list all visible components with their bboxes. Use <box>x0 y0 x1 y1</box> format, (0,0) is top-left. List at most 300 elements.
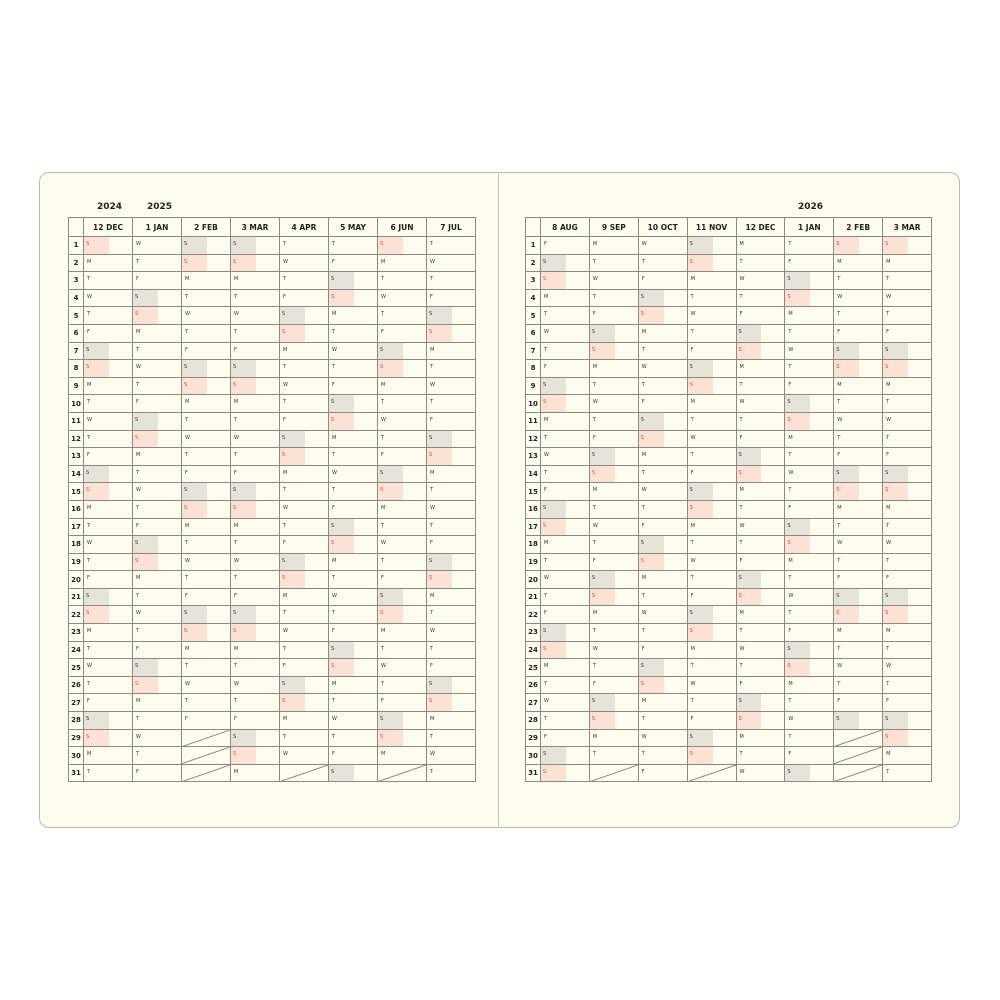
day-cell[interactable] <box>329 395 378 413</box>
day-cell[interactable] <box>378 694 427 712</box>
day-cell[interactable] <box>736 659 785 677</box>
day-cell[interactable] <box>589 307 638 325</box>
day-cell[interactable] <box>541 395 590 413</box>
day-cell[interactable] <box>329 307 378 325</box>
day-cell[interactable] <box>736 624 785 642</box>
day-cell[interactable] <box>280 518 329 536</box>
day-cell[interactable] <box>182 606 231 624</box>
day-cell[interactable] <box>638 377 687 395</box>
day-cell[interactable] <box>785 729 834 747</box>
day-cell[interactable] <box>883 764 932 782</box>
day-cell[interactable] <box>133 289 182 307</box>
day-cell[interactable] <box>541 676 590 694</box>
day-cell[interactable] <box>883 272 932 290</box>
day-cell[interactable] <box>785 518 834 536</box>
day-cell[interactable] <box>231 624 280 642</box>
day-cell[interactable] <box>541 430 590 448</box>
day-cell[interactable] <box>834 448 883 466</box>
day-cell[interactable] <box>736 764 785 782</box>
day-cell[interactable] <box>280 254 329 272</box>
day-cell[interactable] <box>785 676 834 694</box>
day-cell[interactable] <box>427 553 476 571</box>
day-cell[interactable] <box>638 659 687 677</box>
day-cell[interactable] <box>834 289 883 307</box>
day-cell[interactable] <box>280 289 329 307</box>
day-cell[interactable] <box>427 377 476 395</box>
day-cell[interactable] <box>638 536 687 554</box>
day-cell[interactable] <box>589 518 638 536</box>
day-cell[interactable] <box>133 500 182 518</box>
day-cell[interactable] <box>541 289 590 307</box>
day-cell[interactable] <box>231 448 280 466</box>
day-cell[interactable] <box>883 518 932 536</box>
day-cell[interactable] <box>280 430 329 448</box>
day-cell[interactable] <box>736 237 785 255</box>
day-cell[interactable] <box>133 307 182 325</box>
day-cell[interactable] <box>736 377 785 395</box>
day-cell[interactable] <box>883 412 932 430</box>
day-cell[interactable] <box>427 483 476 501</box>
day-cell[interactable] <box>541 412 590 430</box>
day-cell[interactable] <box>329 412 378 430</box>
day-cell[interactable] <box>378 536 427 554</box>
day-cell[interactable] <box>785 272 834 290</box>
day-cell[interactable] <box>785 606 834 624</box>
day-cell[interactable] <box>687 254 736 272</box>
day-cell[interactable] <box>638 289 687 307</box>
day-cell[interactable] <box>785 412 834 430</box>
day-cell[interactable] <box>427 237 476 255</box>
day-cell[interactable] <box>329 483 378 501</box>
day-cell[interactable] <box>182 324 231 342</box>
day-cell[interactable] <box>834 553 883 571</box>
day-cell[interactable] <box>133 412 182 430</box>
day-cell[interactable] <box>785 694 834 712</box>
day-cell[interactable] <box>638 430 687 448</box>
day-cell[interactable] <box>883 729 932 747</box>
day-cell[interactable] <box>378 712 427 730</box>
day-cell[interactable] <box>785 659 834 677</box>
day-cell[interactable] <box>133 712 182 730</box>
day-cell[interactable] <box>329 571 378 589</box>
day-cell[interactable] <box>541 659 590 677</box>
day-cell[interactable] <box>638 465 687 483</box>
day-cell[interactable] <box>329 764 378 782</box>
day-cell[interactable] <box>84 412 133 430</box>
day-cell[interactable] <box>638 518 687 536</box>
day-cell[interactable] <box>231 747 280 765</box>
day-cell[interactable] <box>84 676 133 694</box>
day-cell[interactable] <box>378 254 427 272</box>
day-cell[interactable] <box>280 448 329 466</box>
day-cell[interactable] <box>84 659 133 677</box>
day-cell[interactable] <box>736 641 785 659</box>
day-cell[interactable] <box>638 342 687 360</box>
day-cell[interactable] <box>427 272 476 290</box>
day-cell[interactable] <box>687 518 736 536</box>
day-cell[interactable] <box>834 237 883 255</box>
day-cell[interactable] <box>883 694 932 712</box>
day-cell[interactable] <box>280 342 329 360</box>
day-cell[interactable] <box>280 377 329 395</box>
day-cell[interactable] <box>133 324 182 342</box>
day-cell[interactable] <box>133 536 182 554</box>
day-cell[interactable] <box>785 448 834 466</box>
day-cell[interactable] <box>280 659 329 677</box>
day-cell[interactable] <box>427 465 476 483</box>
day-cell[interactable] <box>133 430 182 448</box>
day-cell[interactable] <box>182 465 231 483</box>
day-cell[interactable] <box>638 254 687 272</box>
day-cell[interactable] <box>638 412 687 430</box>
day-cell[interactable] <box>84 712 133 730</box>
day-cell[interactable] <box>84 764 133 782</box>
day-cell[interactable] <box>329 272 378 290</box>
day-cell[interactable] <box>883 289 932 307</box>
day-cell[interactable] <box>589 536 638 554</box>
day-cell[interactable] <box>638 641 687 659</box>
day-cell[interactable] <box>280 412 329 430</box>
day-cell[interactable] <box>541 342 590 360</box>
day-cell[interactable] <box>280 324 329 342</box>
day-cell[interactable] <box>589 588 638 606</box>
day-cell[interactable] <box>427 571 476 589</box>
day-cell[interactable] <box>834 307 883 325</box>
day-cell[interactable] <box>133 360 182 378</box>
day-cell[interactable] <box>736 606 785 624</box>
day-cell[interactable] <box>687 659 736 677</box>
day-cell[interactable] <box>883 342 932 360</box>
day-cell[interactable] <box>736 500 785 518</box>
day-cell[interactable] <box>329 254 378 272</box>
day-cell[interactable] <box>834 430 883 448</box>
day-cell[interactable] <box>736 324 785 342</box>
day-cell[interactable] <box>541 254 590 272</box>
day-cell[interactable] <box>736 272 785 290</box>
day-cell[interactable] <box>589 571 638 589</box>
day-cell[interactable] <box>280 500 329 518</box>
day-cell[interactable] <box>84 536 133 554</box>
day-cell[interactable] <box>541 764 590 782</box>
day-cell[interactable] <box>378 289 427 307</box>
day-cell[interactable] <box>736 412 785 430</box>
day-cell[interactable] <box>378 430 427 448</box>
day-cell[interactable] <box>133 624 182 642</box>
day-cell[interactable] <box>133 254 182 272</box>
day-cell[interactable] <box>329 448 378 466</box>
day-cell[interactable] <box>785 289 834 307</box>
day-cell[interactable] <box>883 237 932 255</box>
day-cell[interactable] <box>427 254 476 272</box>
day-cell[interactable] <box>280 624 329 642</box>
day-cell[interactable] <box>329 500 378 518</box>
day-cell[interactable] <box>638 500 687 518</box>
day-cell[interactable] <box>883 448 932 466</box>
day-cell[interactable] <box>133 641 182 659</box>
day-cell[interactable] <box>687 430 736 448</box>
day-cell[interactable] <box>182 377 231 395</box>
day-cell[interactable] <box>736 254 785 272</box>
day-cell[interactable] <box>883 500 932 518</box>
day-cell[interactable] <box>84 606 133 624</box>
day-cell[interactable] <box>182 659 231 677</box>
day-cell[interactable] <box>182 553 231 571</box>
day-cell[interactable] <box>883 536 932 554</box>
day-cell[interactable] <box>736 483 785 501</box>
day-cell[interactable] <box>541 571 590 589</box>
day-cell[interactable] <box>834 360 883 378</box>
day-cell[interactable] <box>883 624 932 642</box>
day-cell[interactable] <box>231 729 280 747</box>
day-cell[interactable] <box>687 641 736 659</box>
day-cell[interactable] <box>736 518 785 536</box>
day-cell[interactable] <box>231 360 280 378</box>
day-cell[interactable] <box>638 764 687 782</box>
day-cell[interactable] <box>84 395 133 413</box>
day-cell[interactable] <box>736 430 785 448</box>
day-cell[interactable] <box>589 342 638 360</box>
day-cell[interactable] <box>378 237 427 255</box>
day-cell[interactable] <box>589 237 638 255</box>
day-cell[interactable] <box>834 536 883 554</box>
day-cell[interactable] <box>834 483 883 501</box>
day-cell[interactable] <box>84 430 133 448</box>
day-cell[interactable] <box>541 518 590 536</box>
day-cell[interactable] <box>427 307 476 325</box>
day-cell[interactable] <box>231 254 280 272</box>
day-cell[interactable] <box>231 553 280 571</box>
day-cell[interactable] <box>231 764 280 782</box>
day-cell[interactable] <box>84 500 133 518</box>
day-cell[interactable] <box>687 360 736 378</box>
day-cell[interactable] <box>687 289 736 307</box>
day-cell[interactable] <box>834 465 883 483</box>
day-cell[interactable] <box>589 324 638 342</box>
day-cell[interactable] <box>883 254 932 272</box>
day-cell[interactable] <box>427 712 476 730</box>
day-cell[interactable] <box>834 395 883 413</box>
day-cell[interactable] <box>231 571 280 589</box>
day-cell[interactable] <box>427 430 476 448</box>
day-cell[interactable] <box>785 483 834 501</box>
day-cell[interactable] <box>785 430 834 448</box>
day-cell[interactable] <box>329 289 378 307</box>
day-cell[interactable] <box>687 500 736 518</box>
day-cell[interactable] <box>84 483 133 501</box>
day-cell[interactable] <box>883 465 932 483</box>
day-cell[interactable] <box>329 588 378 606</box>
day-cell[interactable] <box>182 571 231 589</box>
day-cell[interactable] <box>280 606 329 624</box>
day-cell[interactable] <box>378 659 427 677</box>
day-cell[interactable] <box>834 641 883 659</box>
day-cell[interactable] <box>785 747 834 765</box>
day-cell[interactable] <box>883 430 932 448</box>
day-cell[interactable] <box>687 465 736 483</box>
day-cell[interactable] <box>687 412 736 430</box>
day-cell[interactable] <box>231 536 280 554</box>
day-cell[interactable] <box>834 571 883 589</box>
day-cell[interactable] <box>589 553 638 571</box>
day-cell[interactable] <box>182 342 231 360</box>
day-cell[interactable] <box>231 465 280 483</box>
day-cell[interactable] <box>231 483 280 501</box>
day-cell[interactable] <box>589 430 638 448</box>
day-cell[interactable] <box>280 588 329 606</box>
day-cell[interactable] <box>736 553 785 571</box>
day-cell[interactable] <box>182 676 231 694</box>
day-cell[interactable] <box>329 606 378 624</box>
day-cell[interactable] <box>133 747 182 765</box>
day-cell[interactable] <box>84 272 133 290</box>
day-cell[interactable] <box>883 747 932 765</box>
day-cell[interactable] <box>427 289 476 307</box>
day-cell[interactable] <box>427 764 476 782</box>
day-cell[interactable] <box>589 465 638 483</box>
day-cell[interactable] <box>427 536 476 554</box>
day-cell[interactable] <box>280 729 329 747</box>
day-cell[interactable] <box>834 377 883 395</box>
day-cell[interactable] <box>280 747 329 765</box>
day-cell[interactable] <box>541 360 590 378</box>
day-cell[interactable] <box>834 606 883 624</box>
day-cell[interactable] <box>687 606 736 624</box>
day-cell[interactable] <box>378 606 427 624</box>
day-cell[interactable] <box>541 712 590 730</box>
day-cell[interactable] <box>589 747 638 765</box>
day-cell[interactable] <box>182 483 231 501</box>
day-cell[interactable] <box>427 747 476 765</box>
day-cell[interactable] <box>785 307 834 325</box>
day-cell[interactable] <box>378 729 427 747</box>
day-cell[interactable] <box>687 342 736 360</box>
day-cell[interactable] <box>736 694 785 712</box>
day-cell[interactable] <box>427 360 476 378</box>
day-cell[interactable] <box>427 518 476 536</box>
day-cell[interactable] <box>541 272 590 290</box>
day-cell[interactable] <box>378 624 427 642</box>
day-cell[interactable] <box>329 624 378 642</box>
day-cell[interactable] <box>427 624 476 642</box>
day-cell[interactable] <box>541 324 590 342</box>
day-cell[interactable] <box>687 377 736 395</box>
day-cell[interactable] <box>378 588 427 606</box>
day-cell[interactable] <box>231 518 280 536</box>
day-cell[interactable] <box>427 606 476 624</box>
day-cell[interactable] <box>231 237 280 255</box>
day-cell[interactable] <box>687 729 736 747</box>
day-cell[interactable] <box>736 729 785 747</box>
day-cell[interactable] <box>378 342 427 360</box>
day-cell[interactable] <box>785 254 834 272</box>
day-cell[interactable] <box>133 571 182 589</box>
day-cell[interactable] <box>687 624 736 642</box>
day-cell[interactable] <box>84 624 133 642</box>
day-cell[interactable] <box>638 588 687 606</box>
day-cell[interactable] <box>329 518 378 536</box>
day-cell[interactable] <box>541 624 590 642</box>
day-cell[interactable] <box>589 641 638 659</box>
day-cell[interactable] <box>182 272 231 290</box>
day-cell[interactable] <box>736 747 785 765</box>
day-cell[interactable] <box>785 553 834 571</box>
day-cell[interactable] <box>182 360 231 378</box>
day-cell[interactable] <box>785 712 834 730</box>
day-cell[interactable] <box>785 465 834 483</box>
day-cell[interactable] <box>280 536 329 554</box>
day-cell[interactable] <box>834 342 883 360</box>
day-cell[interactable] <box>589 694 638 712</box>
day-cell[interactable] <box>427 395 476 413</box>
day-cell[interactable] <box>84 254 133 272</box>
day-cell[interactable] <box>231 324 280 342</box>
day-cell[interactable] <box>589 712 638 730</box>
day-cell[interactable] <box>541 377 590 395</box>
day-cell[interactable] <box>883 676 932 694</box>
day-cell[interactable] <box>280 553 329 571</box>
day-cell[interactable] <box>280 641 329 659</box>
day-cell[interactable] <box>687 324 736 342</box>
day-cell[interactable] <box>638 324 687 342</box>
day-cell[interactable] <box>834 500 883 518</box>
day-cell[interactable] <box>736 712 785 730</box>
day-cell[interactable] <box>133 694 182 712</box>
day-cell[interactable] <box>638 448 687 466</box>
day-cell[interactable] <box>589 729 638 747</box>
day-cell[interactable] <box>84 518 133 536</box>
day-cell[interactable] <box>182 624 231 642</box>
day-cell[interactable] <box>329 729 378 747</box>
day-cell[interactable] <box>329 342 378 360</box>
day-cell[interactable] <box>785 588 834 606</box>
day-cell[interactable] <box>182 641 231 659</box>
day-cell[interactable] <box>785 342 834 360</box>
day-cell[interactable] <box>541 536 590 554</box>
day-cell[interactable] <box>834 518 883 536</box>
day-cell[interactable] <box>84 237 133 255</box>
day-cell[interactable] <box>231 307 280 325</box>
day-cell[interactable] <box>378 483 427 501</box>
day-cell[interactable] <box>84 448 133 466</box>
day-cell[interactable] <box>84 342 133 360</box>
day-cell[interactable] <box>736 360 785 378</box>
day-cell[interactable] <box>231 342 280 360</box>
day-cell[interactable] <box>133 448 182 466</box>
day-cell[interactable] <box>589 395 638 413</box>
day-cell[interactable] <box>182 254 231 272</box>
day-cell[interactable] <box>182 412 231 430</box>
day-cell[interactable] <box>834 694 883 712</box>
day-cell[interactable] <box>883 588 932 606</box>
day-cell[interactable] <box>883 553 932 571</box>
day-cell[interactable] <box>280 272 329 290</box>
day-cell[interactable] <box>329 430 378 448</box>
day-cell[interactable] <box>638 676 687 694</box>
day-cell[interactable] <box>589 272 638 290</box>
day-cell[interactable] <box>231 395 280 413</box>
day-cell[interactable] <box>133 465 182 483</box>
day-cell[interactable] <box>378 747 427 765</box>
day-cell[interactable] <box>280 712 329 730</box>
day-cell[interactable] <box>231 588 280 606</box>
day-cell[interactable] <box>329 747 378 765</box>
day-cell[interactable] <box>736 395 785 413</box>
day-cell[interactable] <box>883 659 932 677</box>
day-cell[interactable] <box>427 694 476 712</box>
day-cell[interactable] <box>84 553 133 571</box>
day-cell[interactable] <box>687 272 736 290</box>
day-cell[interactable] <box>231 500 280 518</box>
